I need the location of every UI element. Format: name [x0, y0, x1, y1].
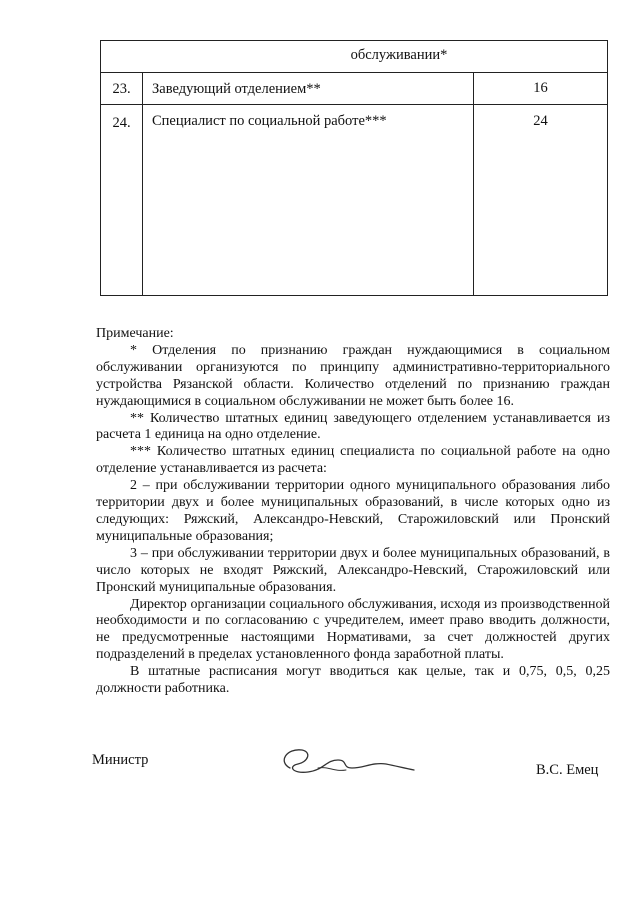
table-row: [101, 73, 607, 105]
row-number: 23.: [101, 73, 143, 104]
staff-count: 24: [533, 113, 548, 129]
row-number: 24.: [101, 105, 143, 296]
continuation-text: обслуживании*: [350, 47, 448, 63]
position-name: Специалист по социальной работе***: [143, 105, 474, 296]
handwritten-signature: [268, 738, 418, 784]
staffing-table: [100, 40, 608, 296]
note-paragraph: 2 – при обслуживании территории одного муниципального образования либо территории двух и более муниципальных образований, в числе которых одно из следующих: Ряжский, Александро-Невский, Старожиловский или Пронский муниципальные образования;: [96, 478, 610, 544]
table-row: [101, 105, 607, 296]
staff-count: 16: [533, 80, 548, 96]
notes-section: [96, 326, 610, 698]
note-paragraph: 3 – при обслуживании территории двух и более муниципальных образований, в число которых не входят Ряжский, Александро-Невский, Старожиловский или Пронский муниципальные образования.: [96, 545, 610, 595]
notes-heading: Примечание:: [96, 326, 174, 341]
signatory-name: В.С. Емец: [536, 762, 599, 778]
table-continuation-row: [101, 41, 607, 73]
note-paragraph: ** Количество штатных единиц заведующего отделением устанавливается из расчета 1 единица на одно отделение.: [96, 410, 610, 443]
note-paragraph: В штатные расписания могут вводиться как целые, так и 0,75, 0,5, 0,25 должности работника.: [96, 664, 610, 697]
note-paragraph: Директор организации социального обслуживания, исходя из производственной необходимости и по согласованию с учредителем, имеет право вводить должности, не предусмотренные настоящими Нормативами, за счет должностей других подразделений в пределах установленного фонда заработной платы.: [96, 596, 610, 663]
position-name: Заведующий отделением**: [143, 73, 474, 104]
note-paragraph: *** Количество штатных единиц специалиста по социальной работе на одно отделение устанавливается из расчета:: [96, 444, 610, 477]
note-paragraph: * Отделения по признанию граждан нуждающимися в социальном обслуживании организуются по принципу административно-территориального устройства Рязанской области. Количество отделений по признанию граждан нуждающимися в социальном обслуживании не может быть более 16.: [96, 342, 610, 409]
signatory-role: Министр: [92, 752, 149, 768]
